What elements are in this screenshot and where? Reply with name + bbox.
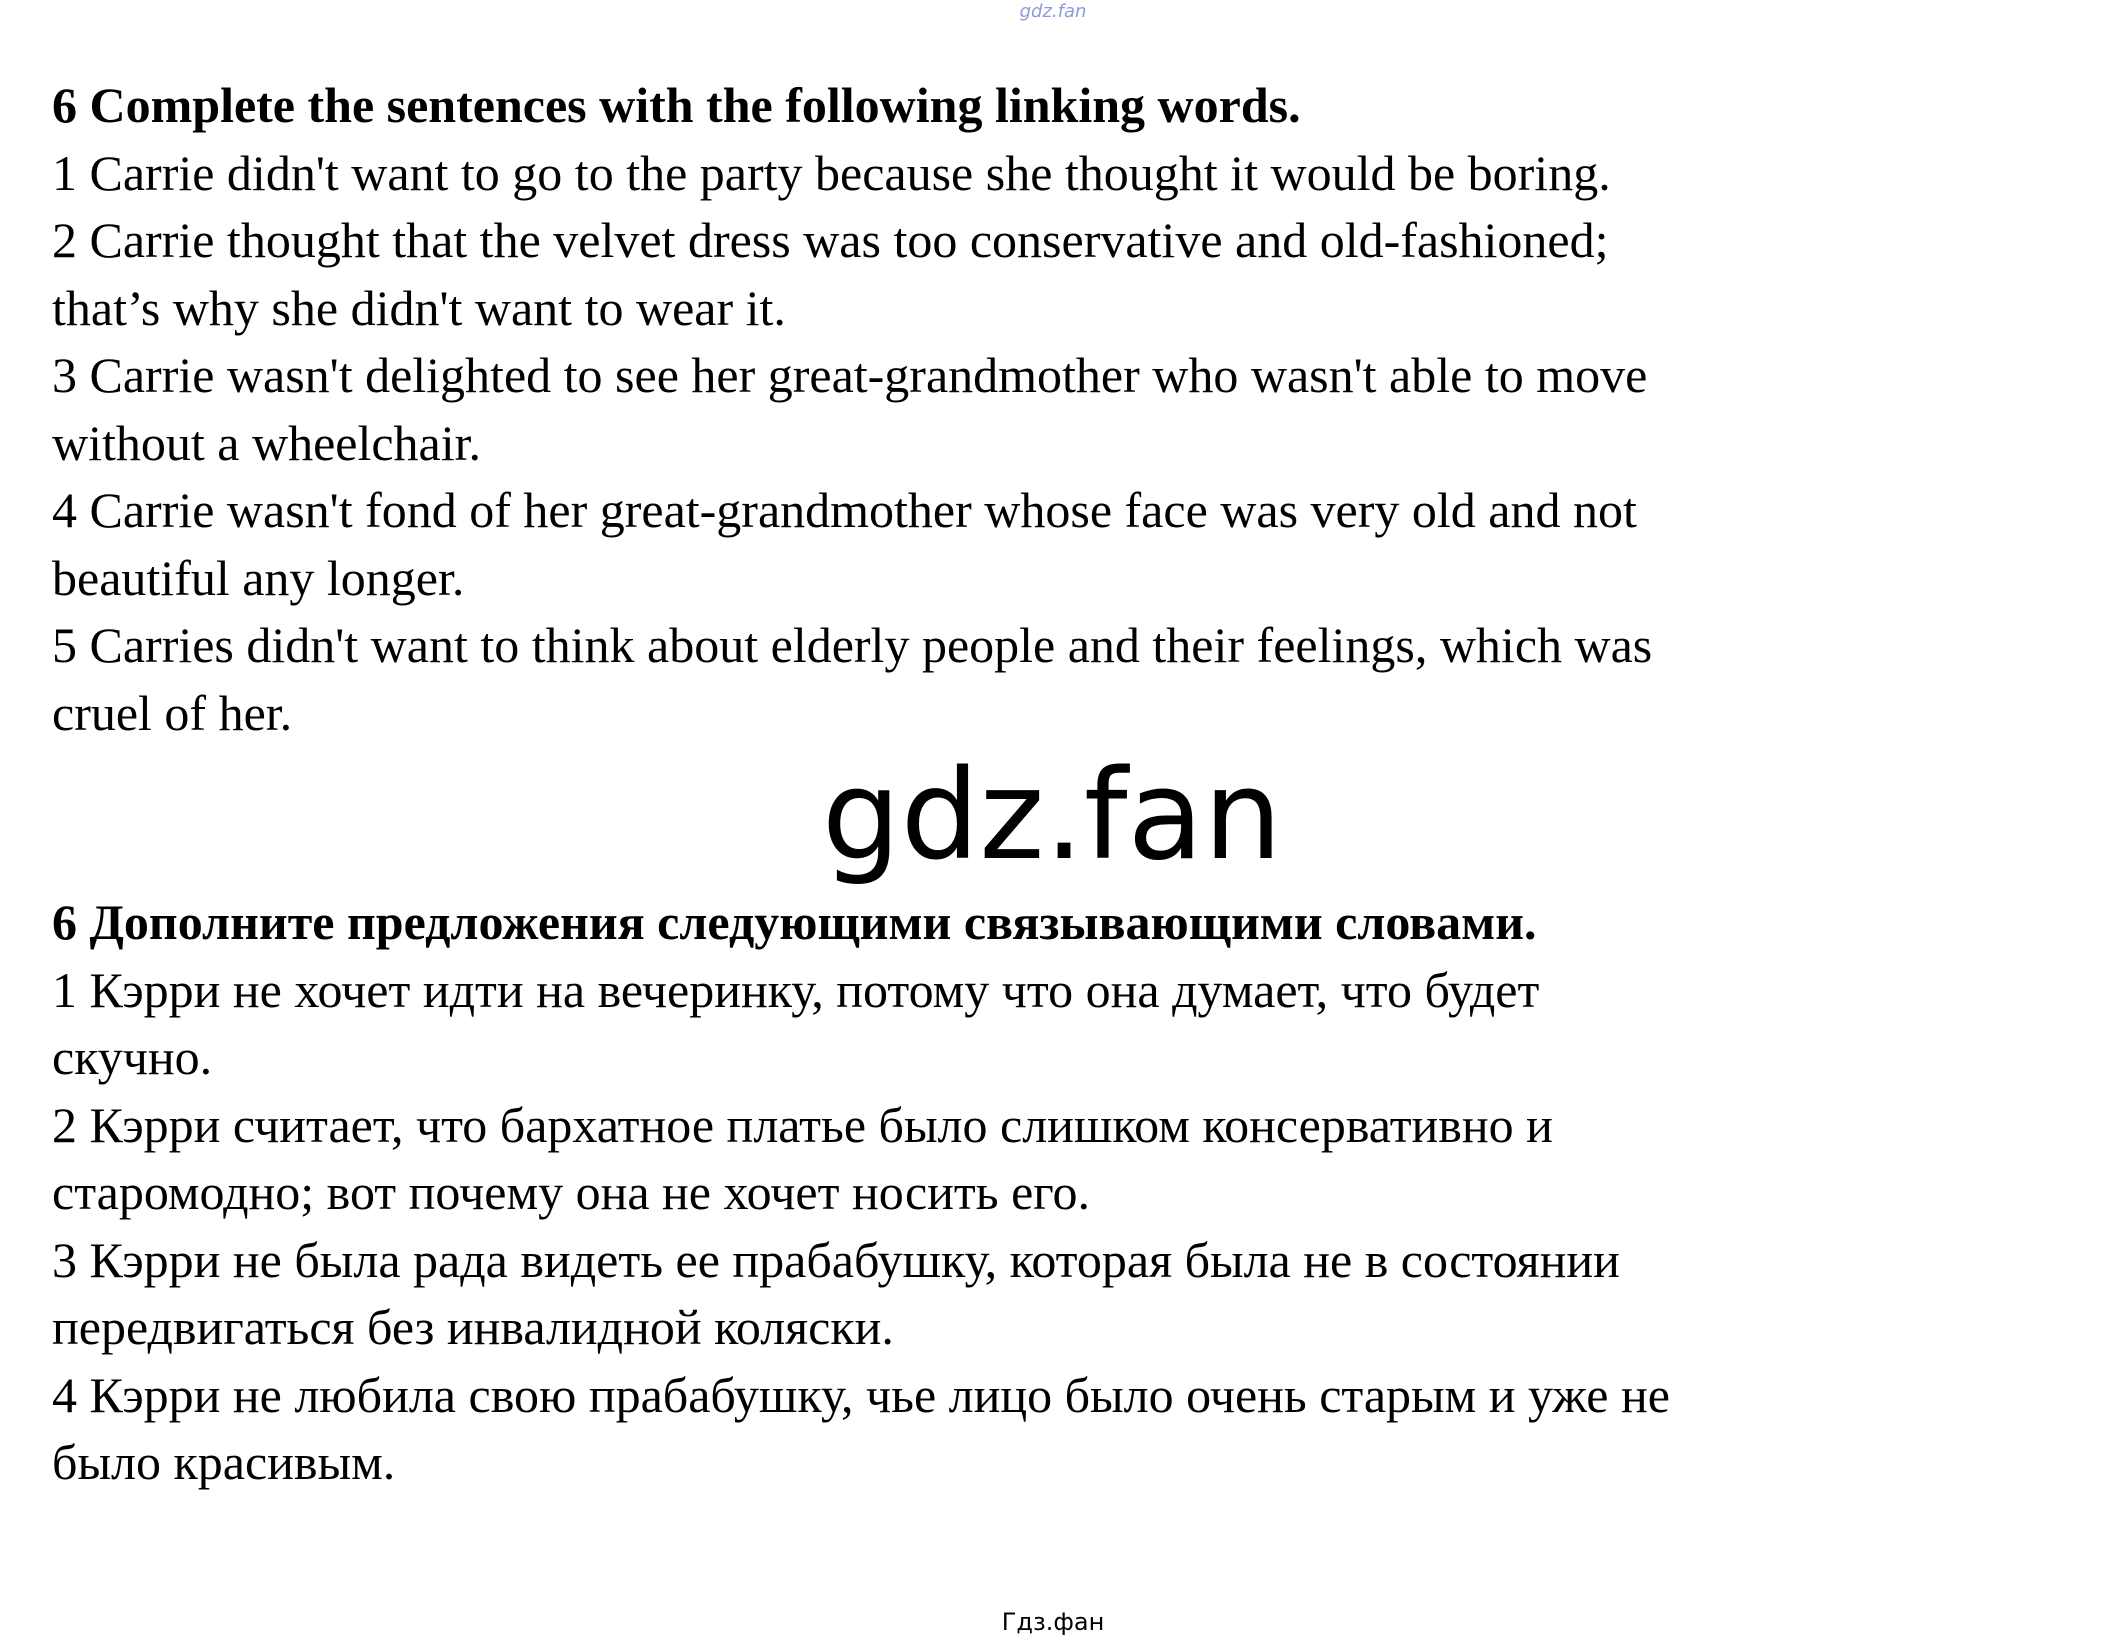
russian-line: было красивым. (52, 1434, 396, 1490)
english-line: that’s why she didn't want to wear it. (52, 279, 786, 336)
russian-line: передвигаться без инвалидной коляски. (52, 1299, 894, 1355)
top-watermark: gdz.fan (1019, 1, 1087, 22)
document-body (52, 72, 2072, 1497)
english-line: 3 Carrie wasn't delighted to see her great-grandmother who wasn't able to move (52, 347, 1648, 403)
russian-heading: 6 Дополните предложения следующими связывающими словами. (52, 894, 1537, 950)
russian-line: 1 Кэрри не хочет идти на вечеринку, потому что она думает, что будет (52, 961, 1540, 1018)
english-line: beautiful any longer. (52, 549, 465, 606)
russian-line: скучно. (52, 1029, 213, 1085)
english-section (52, 72, 2072, 747)
russian-line: старомодно; вот почему она не хочет носить его. (52, 1164, 1091, 1220)
english-heading: 6 Complete the sentences with the following linking words. (52, 77, 1301, 133)
english-line: 2 Carrie thought that the velvet dress was too conservative and old-fashioned; (52, 212, 1609, 268)
russian-line: 4 Кэрри не любила свою прабабушку, чье лицо было очень старым и уже не (52, 1366, 1670, 1423)
footer-watermark: Гдз.фан (1001, 1608, 1105, 1636)
english-line: without a wheelchair. (52, 414, 482, 471)
english-line: cruel of her. (52, 684, 293, 741)
english-line: 1 Carrie didn't want to go to the party because she thought it would be boring. (52, 144, 1611, 201)
english-line: 5 Carries didn't want to think about elderly people and their feelings, which was (52, 617, 1653, 673)
russian-line: 3 Кэрри не была рада видеть ее прабабушку, которая была не в состоянии (52, 1231, 1620, 1288)
english-line: 4 Carrie wasn't fond of her great-grandmother whose face was very old and not (52, 482, 1637, 538)
center-watermark: gdz.fan (821, 744, 1283, 888)
russian-line: 2 Кэрри считает, что бархатное платье было слишком консервативно и (52, 1096, 1553, 1153)
russian-section (52, 889, 2072, 1497)
